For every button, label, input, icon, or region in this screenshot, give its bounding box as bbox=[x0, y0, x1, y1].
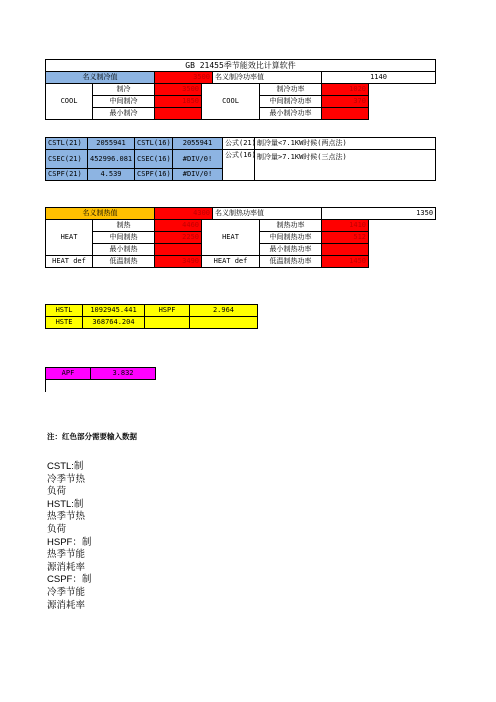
glossary bbox=[47, 461, 107, 612]
cooling-results-table bbox=[45, 137, 436, 181]
glossary-line: HSTL:制 bbox=[47, 498, 84, 510]
cstl16-label: CSTL(16) bbox=[135, 138, 173, 150]
glossary-line: CSTL:制 bbox=[47, 461, 84, 472]
cspf21-value: 4.539 bbox=[88, 169, 135, 181]
heating-results-table bbox=[45, 304, 258, 329]
hste-label: HSTE bbox=[46, 317, 83, 329]
input-note: 注：红色部分需要输入数据 bbox=[47, 432, 137, 441]
hspf-value: 2.964 bbox=[190, 305, 258, 317]
formula16-label: 公式(16): bbox=[223, 150, 255, 181]
apf-divider bbox=[45, 379, 46, 392]
glossary-line: 源消耗率 bbox=[47, 561, 86, 573]
cooling-row-label: 制冷 bbox=[93, 84, 155, 96]
cstl16-value: 2055941 bbox=[173, 138, 223, 150]
mid-heating-power-input[interactable]: 512 bbox=[322, 232, 369, 244]
csec16-value: #DIV/0! bbox=[173, 150, 223, 169]
rated-heating-power-value: 1350 bbox=[322, 208, 436, 220]
hste-value: 368764.204 bbox=[83, 317, 145, 329]
glossary-line: HSPF：制 bbox=[47, 536, 92, 548]
mid-cooling-power-row-label: 中间制冷功率 bbox=[260, 96, 322, 108]
rated-cooling-value[interactable]: 3500 bbox=[155, 72, 213, 84]
glossary-line: 热季节能 bbox=[47, 549, 86, 561]
csec16-label: CSEC(16) bbox=[135, 150, 173, 169]
heat-mode-label: HEAT bbox=[46, 220, 93, 256]
heat-def-label: HEAT def bbox=[46, 256, 93, 268]
rated-cooling-power-label: 名义制冷功率值 bbox=[213, 72, 322, 84]
min-cooling-power-input[interactable] bbox=[322, 108, 369, 120]
mid-heating-power-row-label: 中间制热功率 bbox=[260, 232, 322, 244]
glossary-line: 源消耗率 bbox=[47, 599, 86, 611]
glossary-line: 负荷 bbox=[47, 523, 67, 535]
csec21-value: 452996.081 bbox=[88, 150, 135, 169]
hstl-label: HSTL bbox=[46, 305, 83, 317]
csec21-label: CSEC(21) bbox=[46, 150, 88, 169]
cooling-power-row-label: 制冷功率 bbox=[260, 84, 322, 96]
cspf16-label: CSPF(16) bbox=[135, 169, 173, 181]
cool-mode-label-right: COOL bbox=[202, 84, 260, 120]
apf-label: APF bbox=[46, 368, 91, 380]
heating-row-label: 制热 bbox=[93, 220, 155, 232]
heat-def-label-right: HEAT def bbox=[202, 256, 260, 268]
mid-cooling-row-label: 中间制冷 bbox=[93, 96, 155, 108]
min-cooling-row-label: 最小制冷 bbox=[93, 108, 155, 120]
app-title: GB 21455季节能效比计算软件 bbox=[46, 60, 436, 72]
cooling-power-input[interactable]: 1020 bbox=[322, 84, 369, 96]
mid-cooling-value-input[interactable]: 1850 bbox=[155, 96, 202, 108]
heat-mode-label-right: HEAT bbox=[202, 220, 260, 256]
mid-heating-row-label: 中间制热 bbox=[93, 232, 155, 244]
min-heating-power-input[interactable] bbox=[322, 244, 369, 256]
rated-heating-power-label: 名义制热功率值 bbox=[213, 208, 322, 220]
low-temp-heating-input[interactable]: 3490 bbox=[155, 256, 202, 268]
glossary-line: 负荷 bbox=[47, 486, 67, 498]
rated-heating-label: 名义制热值 bbox=[46, 208, 155, 220]
heating-power-row-label: 制热功率 bbox=[260, 220, 322, 232]
cool-mode-label: COOL bbox=[46, 84, 93, 120]
min-cooling-value-input[interactable] bbox=[155, 108, 202, 120]
glossary-line: CSPF：制 bbox=[47, 574, 92, 586]
cstl21-value: 2055941 bbox=[88, 138, 135, 150]
apf-value: 3.832 bbox=[91, 368, 156, 380]
mid-heating-value-input[interactable]: 2250 bbox=[155, 232, 202, 244]
heating-power-input[interactable]: 1410 bbox=[322, 220, 369, 232]
cstl21-label: CSTL(21) bbox=[46, 138, 88, 150]
cspf21-label: CSPF(21) bbox=[46, 169, 88, 181]
cooling-table bbox=[45, 59, 436, 120]
min-heating-row-label: 最小制热 bbox=[93, 244, 155, 256]
min-heating-power-row-label: 最小制热功率 bbox=[260, 244, 322, 256]
cooling-value-input[interactable]: 3500 bbox=[155, 84, 202, 96]
cspf16-value: #DIV/0! bbox=[173, 169, 223, 181]
glossary-line: 热季节热 bbox=[47, 511, 86, 523]
rated-cooling-power-value: 1140 bbox=[322, 72, 436, 84]
hstl-value: 1092945.441 bbox=[83, 305, 145, 317]
mid-cooling-power-input[interactable]: 370 bbox=[322, 96, 369, 108]
low-temp-heating-label: 低温制热 bbox=[93, 256, 155, 268]
apf-table bbox=[45, 367, 156, 380]
low-temp-heating-power-input[interactable]: 1450 bbox=[322, 256, 369, 268]
heating-table bbox=[45, 207, 436, 268]
heating-value-input[interactable]: 4460 bbox=[155, 220, 202, 232]
low-temp-heating-power-label: 低温制热功率 bbox=[260, 256, 322, 268]
hspf-label: HSPF bbox=[145, 305, 190, 317]
rated-heating-value[interactable]: 4300 bbox=[155, 208, 213, 220]
min-heating-value-input[interactable] bbox=[155, 244, 202, 256]
formula16-desc: 制冷量>7.1KW时候(三点法) bbox=[255, 150, 436, 181]
formula21-label: 公式(21): bbox=[223, 138, 255, 150]
glossary-line: 冷季节能 bbox=[47, 586, 86, 598]
rated-cooling-label: 名义制冷值 bbox=[46, 72, 155, 84]
formula21-desc: 制冷量<7.1KW时候(两点法) bbox=[255, 138, 436, 150]
glossary-line: 冷季节热 bbox=[47, 473, 86, 485]
min-cooling-power-row-label: 最小制冷功率 bbox=[260, 108, 322, 120]
